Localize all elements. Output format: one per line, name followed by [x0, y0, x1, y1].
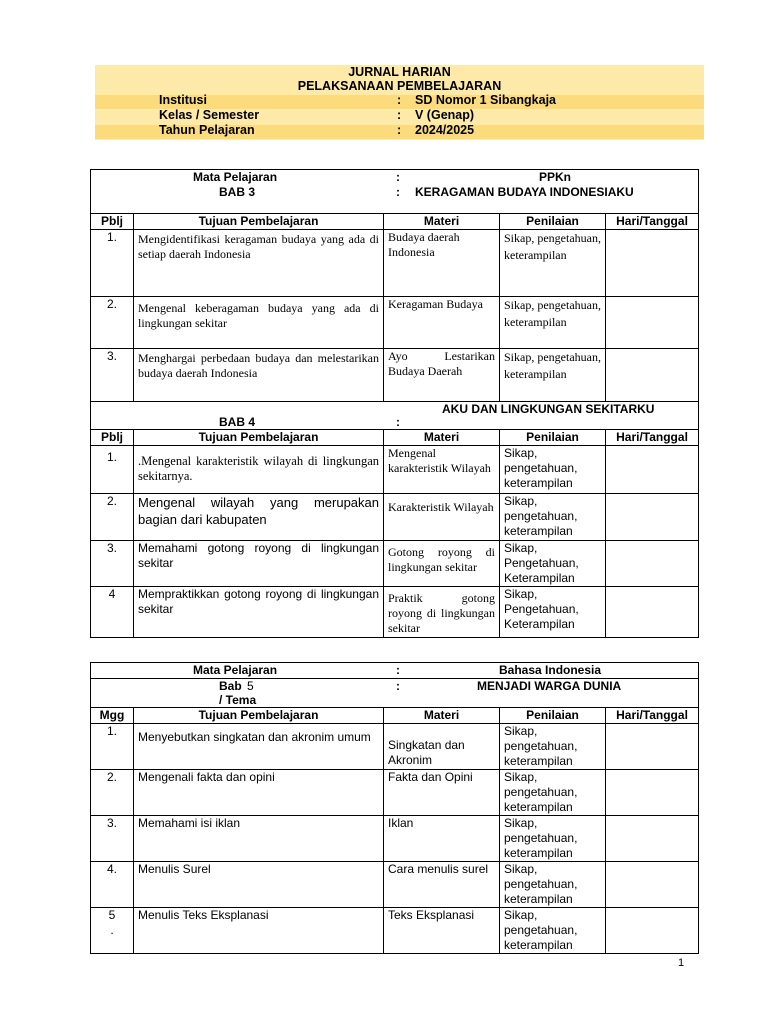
row-tujuan: Memahami isi iklan	[134, 816, 384, 862]
row-number: 4.	[91, 862, 134, 908]
col-header-penilaian: Penilaian	[500, 429, 606, 445]
col-header-pblj: Pblj	[91, 213, 134, 229]
table-row	[91, 816, 699, 862]
bab5-title: MENJADI WARGA DUNIA	[477, 679, 622, 693]
row-materi: Mengenal karakteristik Wilayah	[384, 445, 500, 493]
row-penilaian: Sikap, pengetahuan, keterampilan	[500, 816, 606, 862]
subject-colon: :	[396, 663, 400, 677]
col-header-penilaian: Penilaian	[500, 708, 606, 724]
bab4-row	[91, 401, 699, 429]
row-penilaian: Sikap, Pengetahuan, Keterampilan	[500, 586, 606, 637]
bahasa-journal-table	[90, 662, 699, 954]
row-penilaian: Sikap, Pengetahuan, Keterampilan	[500, 540, 606, 586]
row-tujuan: Memahami gotong royong di lingkungan sekitar	[134, 540, 384, 586]
header-colon: :	[397, 123, 402, 137]
row-materi: Karakteristik Wilayah	[384, 493, 500, 540]
page-number: 1	[678, 957, 685, 969]
table-row	[91, 724, 699, 770]
row-materi: Cara menulis surel	[384, 862, 500, 908]
tema-label: / Tema	[219, 693, 257, 707]
header-value: V (Genap)	[415, 108, 475, 122]
bab5-label: Bab	[219, 679, 242, 693]
bab3-row	[91, 185, 699, 213]
row-penilaian: Sikap, pengetahuan, keterampilan	[500, 770, 606, 816]
header-colon: :	[397, 108, 402, 122]
row-number: 1.	[91, 229, 134, 296]
row-hari-tanggal[interactable]	[606, 348, 699, 401]
row-penilaian: Sikap, pengetahuan, keterampilan	[500, 724, 606, 770]
row-number: 2.	[91, 770, 134, 816]
table-row	[91, 229, 699, 296]
table-header-row	[91, 429, 699, 445]
row-tujuan: Mempraktikkan gotong royong di lingkungan sekitar	[134, 586, 384, 637]
row-number: 3.	[91, 348, 134, 401]
bab5-row	[91, 679, 699, 708]
header-row-institusi	[95, 93, 704, 108]
ppkn-journal-table	[90, 169, 699, 638]
journal-header	[95, 65, 704, 140]
bab4-colon: :	[396, 414, 400, 429]
table-row	[91, 348, 699, 401]
row-penilaian: Sikap, pengetahuan, keterampilan	[500, 908, 606, 954]
bab3-label: BAB 3	[219, 185, 256, 199]
header-value: SD Nomor 1 Sibangkaja	[415, 93, 557, 107]
row-penilaian: Sikap, pengetahuan, keterampilan	[500, 445, 606, 493]
row-hari-tanggal[interactable]	[606, 445, 699, 493]
row-tujuan: Menghargai perbedaan budaya dan melestarikan budaya daerah Indonesia	[134, 348, 384, 401]
col-header-penilaian: Penilaian	[500, 213, 606, 229]
row-number	[91, 908, 134, 954]
journal-title: JURNAL HARIAN	[348, 65, 451, 79]
header-row-kelas	[95, 108, 704, 123]
row-number: 2.	[91, 493, 134, 540]
row-hari-tanggal[interactable]	[606, 229, 699, 296]
row-materi: Praktik gotong royong di lingkungan sekitar	[384, 586, 500, 637]
col-header-tujuan: Tujuan Pembelajaran	[134, 708, 384, 724]
header-label: Tahun Pelajaran	[159, 123, 255, 137]
row-materi: Iklan	[384, 816, 500, 862]
row-materi: Gotong royong di lingkungan sekitar	[384, 540, 500, 586]
row-penilaian: Sikap, pengetahuan, keterampilan	[500, 229, 606, 296]
row-number-text: 5 .	[108, 908, 116, 937]
bab3-colon: :	[396, 185, 400, 199]
subject-label: Mata Pelajaran	[193, 663, 278, 677]
bab5-colon: :	[396, 679, 400, 693]
header-row-tahun	[95, 123, 704, 138]
row-materi: Singkatan dan Akronim	[384, 724, 500, 770]
row-materi: Teks Eksplanasi	[384, 908, 500, 954]
row-tujuan: Mengenali fakta dan opini	[134, 770, 384, 816]
row-hari-tanggal[interactable]	[606, 816, 699, 862]
row-number: 3.	[91, 816, 134, 862]
journal-subtitle: PELAKSANAAN PEMBELAJARAN	[297, 79, 502, 93]
col-header-tujuan: Tujuan Pembelajaran	[134, 429, 384, 445]
subject-row	[91, 170, 699, 186]
row-penilaian: Sikap, pengetahuan, keterampilan	[500, 348, 606, 401]
subject-row	[91, 663, 699, 679]
row-tujuan: Menulis Surel	[134, 862, 384, 908]
row-hari-tanggal[interactable]	[606, 540, 699, 586]
bab4-title: AKU DAN LINGKUNGAN SEKITARKU	[442, 401, 655, 416]
row-hari-tanggal[interactable]	[606, 493, 699, 540]
subject-label: Mata Pelajaran	[193, 170, 278, 184]
row-materi: Budaya daerah Indonesia	[384, 229, 500, 296]
row-hari-tanggal[interactable]	[606, 586, 699, 637]
row-penilaian: Sikap, pengetahuan, keterampilan	[500, 862, 606, 908]
row-tujuan: Menyebutkan singkatan dan akronim umum	[134, 724, 384, 770]
col-header-hari: Hari/Tanggal	[606, 213, 699, 229]
table-row	[91, 296, 699, 348]
row-penilaian: Sikap, pengetahuan, keterampilan	[500, 296, 606, 348]
row-tujuan: Mengidentifikasi keragaman budaya yang ada di setiap daerah Indonesia	[134, 229, 384, 296]
col-header-tujuan: Tujuan Pembelajaran	[134, 213, 384, 229]
subject-value: PPKn	[539, 170, 572, 184]
row-number: 3.	[91, 540, 134, 586]
table-header-row	[91, 708, 699, 724]
table-row	[91, 862, 699, 908]
header-colon: :	[397, 93, 402, 107]
table-row	[91, 540, 699, 586]
table-header-row	[91, 213, 699, 229]
header-label: Kelas / Semester	[159, 108, 260, 122]
header-value: 2024/2025	[415, 123, 475, 137]
row-hari-tanggal[interactable]	[606, 908, 699, 954]
subject-colon: :	[396, 170, 400, 184]
row-tujuan: Mengenal wilayah yang merupakan bagian dari kabupaten	[134, 493, 384, 540]
table-row	[91, 445, 699, 493]
row-number: 2.	[91, 296, 134, 348]
row-hari-tanggal[interactable]	[606, 724, 699, 770]
row-tujuan: .Mengenal karakteristik wilayah di lingkungan sekitarnya.	[134, 445, 384, 493]
row-tujuan: Mengenal keberagaman budaya yang ada di lingkungan sekitar	[134, 296, 384, 348]
row-number: 1.	[91, 445, 134, 493]
row-hari-tanggal[interactable]	[606, 770, 699, 816]
subject-value: Bahasa Indonesia	[499, 663, 602, 677]
row-penilaian: Sikap, pengetahuan, keterampilan	[500, 493, 606, 540]
row-number: 1.	[91, 724, 134, 770]
row-tujuan: Menulis Teks Eksplanasi	[134, 908, 384, 954]
bab3-title: KERAGAMAN BUDAYA INDONESIAKU	[415, 185, 634, 199]
table-row	[91, 908, 699, 954]
bab5-number: 5	[247, 679, 254, 693]
col-header-materi: Materi	[384, 708, 500, 724]
col-header-mgg: Mgg	[91, 708, 134, 724]
table-row	[91, 493, 699, 540]
row-hari-tanggal[interactable]	[606, 296, 699, 348]
col-header-hari: Hari/Tanggal	[606, 429, 699, 445]
row-materi: Keragaman Budaya	[384, 296, 500, 348]
col-header-materi: Materi	[384, 213, 500, 229]
col-header-pblj: Pblj	[91, 429, 134, 445]
col-header-hari: Hari/Tanggal	[606, 708, 699, 724]
row-materi: Ayo Lestarikan Budaya Daerah	[384, 348, 500, 401]
bab4-label: BAB 4	[219, 414, 256, 429]
row-number: 4	[91, 586, 134, 637]
col-header-materi: Materi	[384, 429, 500, 445]
table-row	[91, 586, 699, 637]
header-label: Institusi	[159, 93, 207, 107]
table-row	[91, 770, 699, 816]
row-materi: Fakta dan Opini	[384, 770, 500, 816]
row-hari-tanggal[interactable]	[606, 862, 699, 908]
